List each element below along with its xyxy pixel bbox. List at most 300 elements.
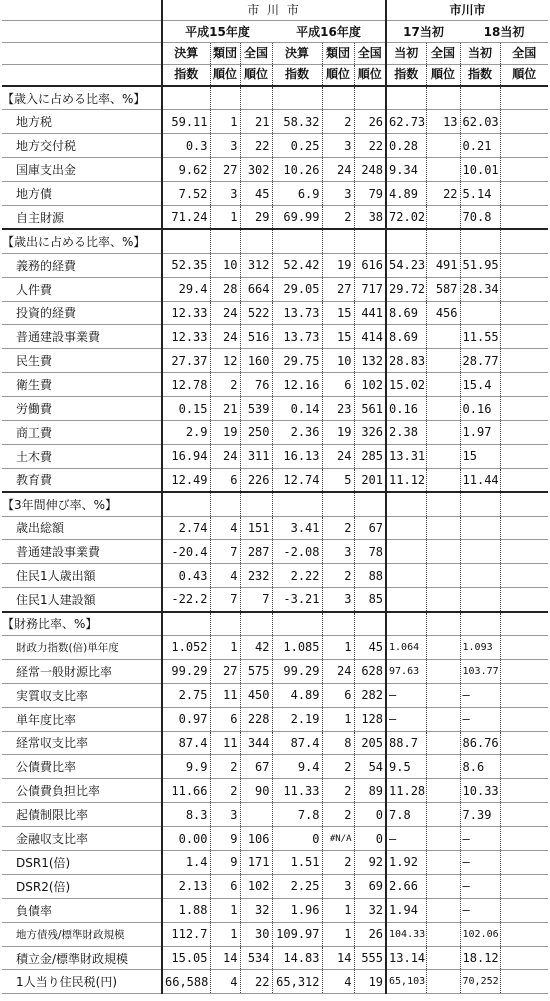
table-cell: 11 xyxy=(210,731,240,755)
table-cell: 29 xyxy=(240,205,272,229)
table-cell: 171 xyxy=(240,851,272,875)
table-cell: 24 xyxy=(210,444,240,468)
table-cell: 9 xyxy=(210,851,240,875)
table-cell xyxy=(426,468,460,492)
table-cell: 12.33 xyxy=(162,301,210,325)
table-cell: 441 xyxy=(354,301,386,325)
col-header-bottom: 指数 xyxy=(460,64,500,86)
table-cell: 6 xyxy=(322,373,354,397)
table-row xyxy=(2,707,548,731)
section-title: 【財務比率、%】 xyxy=(2,612,162,636)
table-row xyxy=(2,253,548,277)
table-row xyxy=(2,755,548,779)
table-cell: 45 xyxy=(240,182,272,206)
table-cell: 450 xyxy=(240,683,272,707)
table-cell xyxy=(500,158,548,182)
table-cell: 2.36 xyxy=(272,420,322,444)
table-cell: 10.33 xyxy=(460,779,500,803)
table-cell xyxy=(460,588,500,612)
table-cell xyxy=(386,588,426,612)
table-cell xyxy=(500,827,548,851)
table-cell: 62.03 xyxy=(460,110,500,134)
row-label: DSR2(倍) xyxy=(2,874,162,898)
table-cell: 22 xyxy=(354,134,386,158)
col-header-top: 決算 xyxy=(272,42,322,64)
table-cell: 29.72 xyxy=(386,277,426,301)
table-cell: 70,252 xyxy=(460,970,500,994)
table-cell: 2 xyxy=(322,516,354,540)
city-header: 市 川 市 xyxy=(162,0,386,20)
table-cell: 587 xyxy=(426,277,460,301)
table-cell: 534 xyxy=(240,946,272,970)
table-cell: 22 xyxy=(426,182,460,206)
table-cell: 1 xyxy=(322,922,354,946)
table-cell: 9.34 xyxy=(386,158,426,182)
table-cell xyxy=(426,898,460,922)
table-cell: 3 xyxy=(322,182,354,206)
table-cell: 103.77 xyxy=(460,659,500,683)
table-cell: 1.94 xyxy=(386,898,426,922)
table-cell: 109.97 xyxy=(272,922,322,946)
proj-header-18: 18当初 xyxy=(460,20,548,42)
table-cell: 4.89 xyxy=(272,683,322,707)
table-cell: 9.4 xyxy=(272,755,322,779)
table-cell: 302 xyxy=(240,158,272,182)
table-cell xyxy=(500,540,548,564)
table-cell: 7 xyxy=(210,588,240,612)
table-cell: 516 xyxy=(240,325,272,349)
section-title: 【歳出に占める比率、%】 xyxy=(2,229,162,253)
table-row xyxy=(2,349,548,373)
table-cell xyxy=(500,134,548,158)
table-cell: 2.38 xyxy=(386,420,426,444)
section-title: 【歳入に占める比率、%】 xyxy=(2,86,162,110)
table-cell xyxy=(426,731,460,755)
table-cell: 90 xyxy=(240,779,272,803)
table-cell: 2 xyxy=(210,755,240,779)
table-cell: 88 xyxy=(354,564,386,588)
table-cell: 491 xyxy=(426,253,460,277)
table-row xyxy=(2,516,548,540)
table-cell: 0.97 xyxy=(162,707,210,731)
table-cell: 2.66 xyxy=(386,874,426,898)
table-cell: 21 xyxy=(240,110,272,134)
table-cell: 1.92 xyxy=(386,851,426,875)
row-label: 単年度比率 xyxy=(2,707,162,731)
table-cell: 248 xyxy=(354,158,386,182)
table-cell: 226 xyxy=(240,468,272,492)
table-cell: 285 xyxy=(354,444,386,468)
table-cell: 1.064 xyxy=(386,635,426,659)
row-label: DSR1(倍) xyxy=(2,851,162,875)
table-cell: 59.11 xyxy=(162,110,210,134)
col-header-bottom: 順位 xyxy=(240,64,272,86)
table-cell: -20.4 xyxy=(162,540,210,564)
table-cell xyxy=(426,707,460,731)
table-cell: 13.73 xyxy=(272,325,322,349)
table-cell: 78 xyxy=(354,540,386,564)
table-cell: 79 xyxy=(354,182,386,206)
table-cell xyxy=(386,516,426,540)
table-cell: 1 xyxy=(210,898,240,922)
table-cell xyxy=(500,946,548,970)
table-cell: 18.12 xyxy=(460,946,500,970)
row-label: 地方交付税 xyxy=(2,134,162,158)
table-cell: 3 xyxy=(322,588,354,612)
table-cell: 13.31 xyxy=(386,444,426,468)
table-cell: 3 xyxy=(210,182,240,206)
table-cell: 32 xyxy=(354,898,386,922)
table-cell: 522 xyxy=(240,301,272,325)
table-cell xyxy=(500,707,548,731)
table-cell: 24 xyxy=(210,301,240,325)
finance-table xyxy=(2,0,548,994)
table-cell: 70.8 xyxy=(460,205,500,229)
table-cell xyxy=(500,635,548,659)
table-cell xyxy=(426,134,460,158)
table-cell: 0.43 xyxy=(162,564,210,588)
table-cell: 16.13 xyxy=(272,444,322,468)
table-cell: 92 xyxy=(354,851,386,875)
table-cell: 99.29 xyxy=(162,659,210,683)
col-header-bottom: 順位 xyxy=(426,64,460,86)
table-cell xyxy=(460,301,500,325)
col-header-bottom: 指数 xyxy=(272,64,322,86)
table-cell: 3 xyxy=(210,134,240,158)
table-cell: 11.12 xyxy=(386,468,426,492)
table-cell: 0.14 xyxy=(272,397,322,421)
table-cell: 58.32 xyxy=(272,110,322,134)
table-cell xyxy=(500,253,548,277)
table-cell: – xyxy=(386,827,426,851)
table-cell xyxy=(500,659,548,683)
table-cell: 76 xyxy=(240,373,272,397)
table-cell xyxy=(426,373,460,397)
table-cell: 7.8 xyxy=(386,803,426,827)
table-cell: 12.49 xyxy=(162,468,210,492)
table-row xyxy=(2,468,548,492)
table-cell: 26 xyxy=(354,922,386,946)
table-cell: 22 xyxy=(240,134,272,158)
table-cell: 456 xyxy=(426,301,460,325)
table-cell: 2 xyxy=(322,803,354,827)
table-row xyxy=(2,898,548,922)
table-cell xyxy=(426,158,460,182)
table-cell: 717 xyxy=(354,277,386,301)
table-cell: 9.9 xyxy=(162,755,210,779)
table-cell: 2 xyxy=(322,755,354,779)
city-header-proj: 市川市 xyxy=(386,0,548,20)
table-cell: 29.05 xyxy=(272,277,322,301)
row-label: 住民1人建設額 xyxy=(2,588,162,612)
table-cell xyxy=(500,182,548,206)
table-cell: 1 xyxy=(210,635,240,659)
table-body xyxy=(2,86,548,994)
table-cell: – xyxy=(460,874,500,898)
table-cell: 99.29 xyxy=(272,659,322,683)
table-cell: 1 xyxy=(210,922,240,946)
table-cell xyxy=(426,516,460,540)
table-cell: 561 xyxy=(354,397,386,421)
table-cell: 414 xyxy=(354,325,386,349)
table-cell: 24 xyxy=(322,158,354,182)
table-cell xyxy=(500,779,548,803)
table-cell: 2.25 xyxy=(272,874,322,898)
table-cell: 7.39 xyxy=(460,803,500,827)
table-cell: 71.24 xyxy=(162,205,210,229)
table-cell: 65,312 xyxy=(272,970,322,994)
table-cell: 6 xyxy=(210,874,240,898)
table-cell: 29.4 xyxy=(162,277,210,301)
row-label: 民生費 xyxy=(2,349,162,373)
table-cell xyxy=(460,516,500,540)
row-label: 経常一般財源比率 xyxy=(2,659,162,683)
table-cell: 1.085 xyxy=(272,635,322,659)
table-cell: 1 xyxy=(322,635,354,659)
table-cell: 4 xyxy=(322,970,354,994)
table-cell: 16.94 xyxy=(162,444,210,468)
table-cell: 0.28 xyxy=(386,134,426,158)
table-cell: 8.6 xyxy=(460,755,500,779)
table-cell: 1.052 xyxy=(162,635,210,659)
table-cell: 19 xyxy=(354,970,386,994)
table-cell: 6.9 xyxy=(272,182,322,206)
table-cell: 11.33 xyxy=(272,779,322,803)
row-label: 経常収支比率 xyxy=(2,731,162,755)
table-cell: 19 xyxy=(210,420,240,444)
table-cell: 8 xyxy=(322,731,354,755)
table-row xyxy=(2,635,548,659)
table-cell xyxy=(426,755,460,779)
table-cell: 3.41 xyxy=(272,516,322,540)
table-cell xyxy=(426,444,460,468)
row-label: 金融収支比率 xyxy=(2,827,162,851)
table-row xyxy=(2,540,548,564)
table-cell: 128 xyxy=(354,707,386,731)
table-cell: 15.02 xyxy=(386,373,426,397)
table-row xyxy=(2,301,548,325)
table-cell xyxy=(500,349,548,373)
table-cell xyxy=(426,588,460,612)
table-cell: 2 xyxy=(210,373,240,397)
row-label: 地方債残/標準財政規模 xyxy=(2,922,162,946)
table-cell: 282 xyxy=(354,683,386,707)
table-cell: 1.093 xyxy=(460,635,500,659)
year-header-h16: 平成16年度 xyxy=(272,20,386,42)
table-cell: 0 xyxy=(354,827,386,851)
table-cell: 1.96 xyxy=(272,898,322,922)
table-cell: 102 xyxy=(354,373,386,397)
table-cell: 2.22 xyxy=(272,564,322,588)
table-cell xyxy=(426,946,460,970)
col-header-bottom: 順位 xyxy=(210,64,240,86)
table-cell: 4 xyxy=(210,970,240,994)
table-cell: 0.15 xyxy=(162,397,210,421)
table-cell: 69.99 xyxy=(272,205,322,229)
table-cell: 312 xyxy=(240,253,272,277)
table-cell: 311 xyxy=(240,444,272,468)
table-row xyxy=(2,564,548,588)
table-cell: 344 xyxy=(240,731,272,755)
table-cell xyxy=(426,205,460,229)
table-cell: 2 xyxy=(322,110,354,134)
table-row xyxy=(2,874,548,898)
table-cell: 0 xyxy=(272,827,322,851)
table-cell: #N/A xyxy=(322,827,354,851)
table-cell: 287 xyxy=(240,540,272,564)
table-cell: 6 xyxy=(210,707,240,731)
table-cell: 24 xyxy=(322,659,354,683)
table-row xyxy=(2,779,548,803)
table-cell: 250 xyxy=(240,420,272,444)
table-cell: 22 xyxy=(240,970,272,994)
col-header-top: 類団 xyxy=(322,42,354,64)
table-cell: 10.01 xyxy=(460,158,500,182)
table-cell: 54 xyxy=(354,755,386,779)
col-header-top: 当初 xyxy=(460,42,500,64)
table-cell: 2.13 xyxy=(162,874,210,898)
table-cell: 67 xyxy=(354,516,386,540)
table-cell: -22.2 xyxy=(162,588,210,612)
row-label: 実質収支比率 xyxy=(2,683,162,707)
table-cell: 15.4 xyxy=(460,373,500,397)
table-cell: -2.08 xyxy=(272,540,322,564)
table-row xyxy=(2,659,548,683)
table-cell: 0.3 xyxy=(162,134,210,158)
table-cell xyxy=(500,731,548,755)
table-cell: 2 xyxy=(322,205,354,229)
table-cell: 1.88 xyxy=(162,898,210,922)
table-cell: 29.75 xyxy=(272,349,322,373)
table-cell: 0 xyxy=(354,803,386,827)
table-cell: 12.74 xyxy=(272,468,322,492)
table-cell xyxy=(426,779,460,803)
table-cell: 13.73 xyxy=(272,301,322,325)
row-label: 住民1人歳出額 xyxy=(2,564,162,588)
table-row xyxy=(2,134,548,158)
table-cell xyxy=(500,564,548,588)
table-row xyxy=(2,277,548,301)
row-label: 土木費 xyxy=(2,444,162,468)
col-header-top: 当初 xyxy=(386,42,426,64)
table-cell: 42 xyxy=(240,635,272,659)
table-cell: 88.7 xyxy=(386,731,426,755)
table-cell xyxy=(426,349,460,373)
table-cell xyxy=(500,755,548,779)
table-cell: 67 xyxy=(240,755,272,779)
table-cell: 38 xyxy=(354,205,386,229)
table-row xyxy=(2,182,548,206)
table-cell: 2 xyxy=(322,851,354,875)
col-header-top: 全国 xyxy=(426,42,460,64)
table-cell: 664 xyxy=(240,277,272,301)
table-cell: 28.83 xyxy=(386,349,426,373)
table-cell xyxy=(426,874,460,898)
table-cell: 12 xyxy=(210,349,240,373)
col-header-top: 全国 xyxy=(354,42,386,64)
table-cell xyxy=(500,683,548,707)
proj-header-17: 17当初 xyxy=(386,20,460,42)
table-cell: 23 xyxy=(322,397,354,421)
table-cell: -3.21 xyxy=(272,588,322,612)
table-cell: 85 xyxy=(354,588,386,612)
table-cell xyxy=(500,277,548,301)
table-cell: 104.33 xyxy=(386,922,426,946)
table-cell: 0.21 xyxy=(460,134,500,158)
row-label: 負債率 xyxy=(2,898,162,922)
table-cell: 205 xyxy=(354,731,386,755)
row-label: 自主財源 xyxy=(2,205,162,229)
table-cell: 28.77 xyxy=(460,349,500,373)
year-header-h15: 平成15年度 xyxy=(162,20,272,42)
col-header-bottom: 順位 xyxy=(322,64,354,86)
table-cell: – xyxy=(460,707,500,731)
table-cell xyxy=(426,397,460,421)
table-cell: 11 xyxy=(210,683,240,707)
row-label: 地方債 xyxy=(2,182,162,206)
col-header-top: 決算 xyxy=(162,42,210,64)
table-cell xyxy=(500,898,548,922)
table-cell: 19 xyxy=(322,420,354,444)
table-cell: 5 xyxy=(322,468,354,492)
col-header-bottom: 指数 xyxy=(386,64,426,86)
table-row xyxy=(2,110,548,134)
table-cell xyxy=(500,205,548,229)
table-cell: 11.28 xyxy=(386,779,426,803)
table-cell: 10 xyxy=(322,349,354,373)
row-label: 労働費 xyxy=(2,397,162,421)
table-cell: 45 xyxy=(354,635,386,659)
corner-cell xyxy=(2,0,162,20)
table-cell xyxy=(500,803,548,827)
table-cell: 69 xyxy=(354,874,386,898)
row-label: 人件費 xyxy=(2,277,162,301)
table-cell: 106 xyxy=(240,827,272,851)
table-row xyxy=(2,373,548,397)
table-cell: 7 xyxy=(240,588,272,612)
col-header-top: 全国 xyxy=(500,42,548,64)
col-header-top: 全国 xyxy=(240,42,272,64)
table-cell xyxy=(240,803,272,827)
table-cell: 9.62 xyxy=(162,158,210,182)
table-row xyxy=(2,588,548,612)
row-label: 歳出総額 xyxy=(2,516,162,540)
row-label: 義務的経費 xyxy=(2,253,162,277)
table-cell: 15 xyxy=(322,325,354,349)
table-cell: 7.8 xyxy=(272,803,322,827)
table-cell xyxy=(500,444,548,468)
table-cell xyxy=(500,516,548,540)
table-cell: 0.16 xyxy=(460,397,500,421)
table-row xyxy=(2,922,548,946)
table-cell: 4 xyxy=(210,516,240,540)
row-label: 地方税 xyxy=(2,110,162,134)
table-cell: 27.37 xyxy=(162,349,210,373)
table-cell xyxy=(500,373,548,397)
table-cell: 6 xyxy=(210,468,240,492)
table-cell xyxy=(386,564,426,588)
table-cell: – xyxy=(460,898,500,922)
table-cell: 24 xyxy=(322,444,354,468)
table-cell: 2 xyxy=(322,564,354,588)
row-label: 財政力指数(倍)単年度 xyxy=(2,635,162,659)
table-cell: 8.69 xyxy=(386,301,426,325)
table-cell xyxy=(500,110,548,134)
table-cell: 86.76 xyxy=(460,731,500,755)
table-cell: 65,103 xyxy=(386,970,426,994)
table-cell: – xyxy=(386,707,426,731)
table-cell: 539 xyxy=(240,397,272,421)
